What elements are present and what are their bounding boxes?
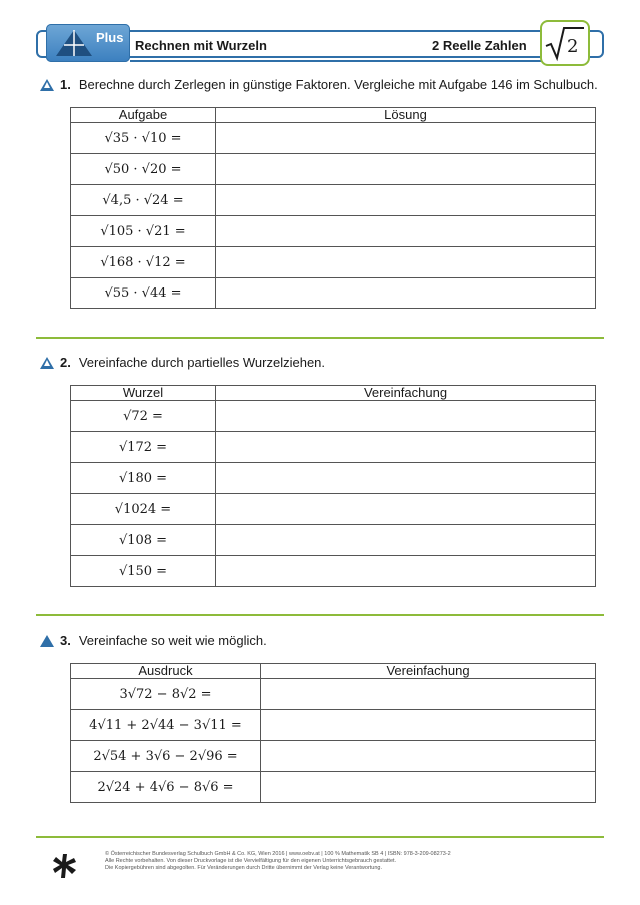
exercise-cell: √72 =	[71, 401, 216, 432]
task-1-instruction: Berechne durch Zerlegen in günstige Faktoren. Vergleiche mit Aufgabe 146 im Schulbuch.	[78, 77, 598, 92]
answer-field[interactable]	[216, 525, 596, 556]
answer-field[interactable]	[216, 247, 596, 278]
column-header-vereinfachung: Vereinfachung	[216, 386, 596, 401]
exercise-cell: √172 =	[71, 432, 216, 463]
table-row	[71, 123, 596, 154]
sqrt-badge	[540, 20, 590, 66]
exercise-cell: √168 · √12 =	[71, 247, 216, 278]
exercise-cell: √4,5 · √24 =	[71, 185, 216, 216]
column-header-aufgabe: Aufgabe	[71, 108, 216, 123]
table-row	[71, 185, 596, 216]
svg-text:2: 2	[567, 36, 579, 57]
answer-field[interactable]	[216, 216, 596, 247]
answer-field[interactable]	[216, 463, 596, 494]
exercise-cell: √1024 =	[71, 494, 216, 525]
table-row	[71, 741, 596, 772]
exercise-cell: 2√54 + 3√6 − 2√96 =	[71, 741, 261, 772]
task-3-table	[70, 663, 596, 803]
exercise-cell: 4√11 + 2√44 − 3√11 =	[71, 710, 261, 741]
footer-copyright	[105, 851, 605, 872]
answer-field[interactable]	[216, 278, 596, 309]
header-underline	[130, 60, 542, 62]
chapter-label: 2 Reelle Zahlen	[432, 38, 527, 53]
answer-field[interactable]	[261, 710, 596, 741]
column-header-ausdruck: Ausdruck	[71, 664, 261, 679]
page-title: Rechnen mit Wurzeln	[135, 38, 267, 53]
table-row	[71, 247, 596, 278]
task-level-icon	[40, 79, 54, 91]
answer-field[interactable]	[216, 432, 596, 463]
task-level-icon	[40, 357, 54, 369]
task-1-table	[70, 107, 596, 309]
table-row	[71, 216, 596, 247]
exercise-cell: √55 · √44 =	[71, 278, 216, 309]
column-header-wurzel: Wurzel	[71, 386, 216, 401]
table-row	[71, 494, 596, 525]
footer-line: Die Kopiergebühren sind abgegolten. Für Veränderungen durch Dritte übernimmt der Verlag keine Verantwortung.	[105, 865, 383, 871]
exercise-cell: 3√72 − 8√2 =	[71, 679, 261, 710]
answer-field[interactable]	[216, 185, 596, 216]
answer-field[interactable]	[216, 154, 596, 185]
exercise-cell: √35 · √10 =	[71, 123, 216, 154]
sqrt-icon	[542, 22, 588, 64]
table-row	[71, 679, 596, 710]
task-1-number: 1.	[60, 77, 71, 92]
publisher-logo	[50, 852, 80, 880]
column-header-vereinfachung: Vereinfachung	[261, 664, 596, 679]
answer-field[interactable]	[216, 494, 596, 525]
table-row	[71, 525, 596, 556]
section-divider	[36, 337, 604, 339]
table-row	[71, 278, 596, 309]
plus-logo	[46, 24, 130, 62]
table-row	[71, 401, 596, 432]
footer-line: © Österreichischer Bundesverlag Schulbuch GmbH & Co. KG, Wien 2016 | www.oebv.at | 100 % Mathematik SB 4 | ISBN: 978-3-209-08273-2	[105, 851, 451, 857]
table-row	[71, 463, 596, 494]
exercise-cell: √180 =	[71, 463, 216, 494]
task-3-heading	[40, 633, 267, 648]
column-header-loesung: Lösung	[216, 108, 596, 123]
table-row	[71, 710, 596, 741]
section-divider	[36, 614, 604, 616]
task-2-heading	[40, 355, 325, 370]
table-row	[71, 772, 596, 803]
pyramid-icon	[54, 28, 94, 58]
logo-label: Plus	[96, 30, 124, 45]
exercise-cell: 2√24 + 4√6 − 8√6 =	[71, 772, 261, 803]
task-3-instruction: Vereinfache so weit wie möglich.	[78, 633, 267, 648]
answer-field[interactable]	[261, 679, 596, 710]
answer-field[interactable]	[216, 123, 596, 154]
task-level-icon	[40, 635, 54, 647]
footer-line: Alle Rechte vorbehalten. Von dieser Druckvorlage ist die Vervielfältigung für den eigenen Unterrichtsgebrauch gestattet.	[105, 858, 397, 864]
exercise-cell: √105 · √21 =	[71, 216, 216, 247]
task-1-heading	[40, 77, 598, 92]
exercise-cell: √50 · √20 =	[71, 154, 216, 185]
task-3-number: 3.	[60, 633, 71, 648]
answer-field[interactable]	[261, 741, 596, 772]
table-row	[71, 556, 596, 587]
section-divider	[36, 836, 604, 838]
task-2-number: 2.	[60, 355, 71, 370]
task-2-table	[70, 385, 596, 587]
exercise-cell: √108 =	[71, 525, 216, 556]
answer-field[interactable]	[216, 401, 596, 432]
exercise-cell: √150 =	[71, 556, 216, 587]
table-row	[71, 432, 596, 463]
task-2-instruction: Vereinfache durch partielles Wurzelziehen.	[78, 355, 326, 370]
table-row	[71, 154, 596, 185]
answer-field[interactable]	[216, 556, 596, 587]
answer-field[interactable]	[261, 772, 596, 803]
